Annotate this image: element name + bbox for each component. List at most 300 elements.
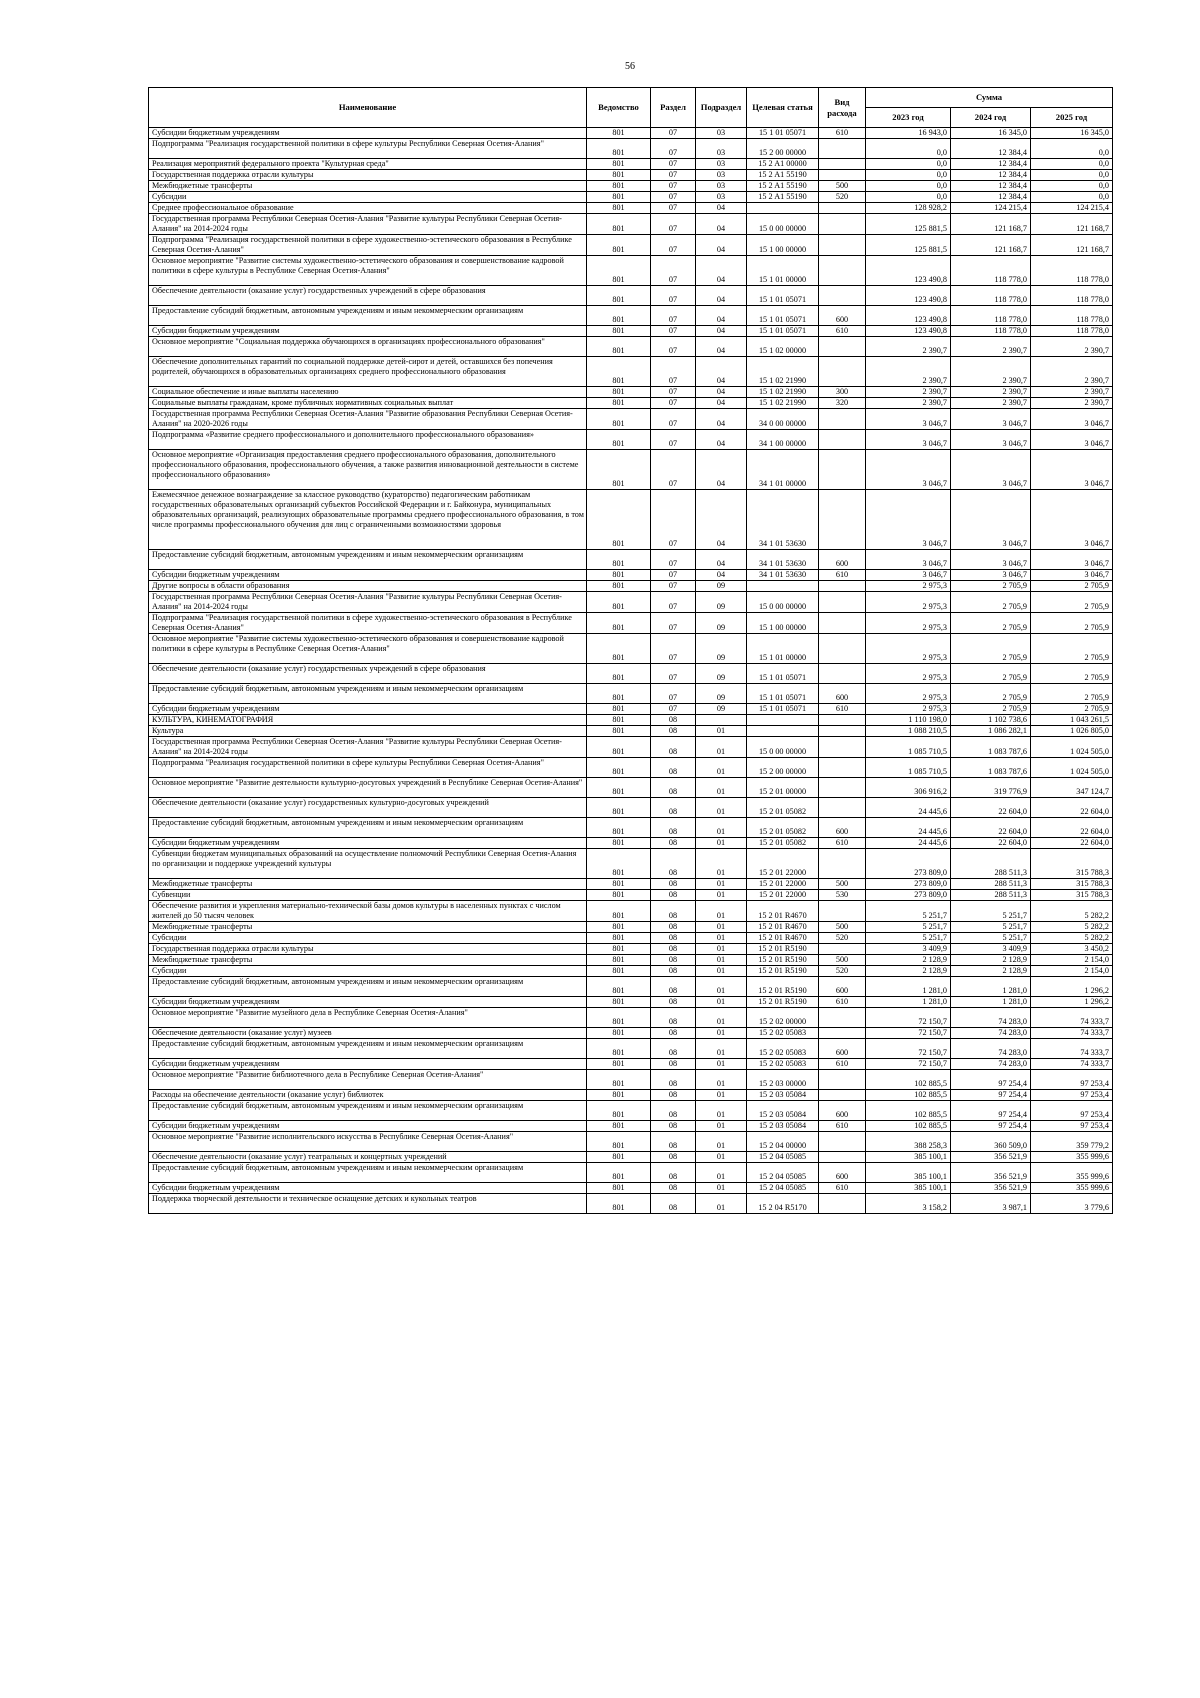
- row-exp-type: [819, 715, 866, 726]
- row-subsection: 09: [696, 704, 747, 715]
- row-exp-type: [819, 944, 866, 955]
- row-sum-2024: 3 409,9: [951, 944, 1031, 955]
- row-name: Государственная программа Республики Северная Осетия-Алания "Развитие культуры Республики Северная Осетия-Алания" на 2014-2024 годы: [149, 592, 587, 613]
- row-exp-type: 610: [819, 997, 866, 1008]
- row-exp-type: [819, 737, 866, 758]
- row-target: 15 2 01 22000: [747, 849, 819, 879]
- row-sum-2024: 360 509,0: [951, 1132, 1031, 1152]
- row-section: 07: [651, 409, 696, 430]
- row-dept: 801: [587, 1070, 651, 1090]
- row-dept: 801: [587, 977, 651, 997]
- row-name: Субсидии бюджетным учреждениям: [149, 704, 587, 715]
- row-subsection: 01: [696, 778, 747, 798]
- row-name: Государственная поддержка отрасли культуры: [149, 944, 587, 955]
- row-name: Предоставление субсидий бюджетным, автономным учреждениям и иным некоммерческим организациям: [149, 1163, 587, 1183]
- row-name: Государственная программа Республики Северная Осетия-Алания "Развитие образования Республики Северная Осетия-Алания" на 2020-2026 годы: [149, 409, 587, 430]
- row-subsection: 04: [696, 235, 747, 256]
- row-section: 08: [651, 879, 696, 890]
- table-row: [149, 450, 1113, 490]
- row-sum-2023: 2 128,9: [866, 966, 951, 977]
- row-sum-2025: 124 215,4: [1031, 203, 1113, 214]
- row-sum-2024: 1 083 787,6: [951, 737, 1031, 758]
- row-sum-2024: 3 046,7: [951, 409, 1031, 430]
- row-subsection: 03: [696, 170, 747, 181]
- row-dept: 801: [587, 1163, 651, 1183]
- row-subsection: 04: [696, 306, 747, 326]
- row-target: 15 1 02 21990: [747, 357, 819, 387]
- row-subsection: 04: [696, 398, 747, 409]
- row-exp-type: [819, 1008, 866, 1028]
- row-section: 07: [651, 192, 696, 203]
- row-sum-2025: 3 046,7: [1031, 450, 1113, 490]
- row-target: 15 1 01 05071: [747, 704, 819, 715]
- row-sum-2024: 22 604,0: [951, 798, 1031, 818]
- row-dept: 801: [587, 922, 651, 933]
- row-exp-type: [819, 1132, 866, 1152]
- row-exp-type: [819, 409, 866, 430]
- row-sum-2025: 1 026 805,0: [1031, 726, 1113, 737]
- row-target: 15 0 00 00000: [747, 592, 819, 613]
- row-exp-type: 600: [819, 306, 866, 326]
- row-sum-2023: 3 409,9: [866, 944, 951, 955]
- row-target: 15 2 A1 55190: [747, 192, 819, 203]
- row-name: Субсидии бюджетным учреждениям: [149, 1121, 587, 1132]
- row-exp-type: 300: [819, 387, 866, 398]
- row-target: 15 1 01 05071: [747, 664, 819, 684]
- row-exp-type: [819, 901, 866, 922]
- table-row: [149, 337, 1113, 357]
- row-dept: 801: [587, 387, 651, 398]
- row-exp-type: [819, 613, 866, 634]
- row-exp-type: 500: [819, 181, 866, 192]
- row-sum-2023: 3 046,7: [866, 550, 951, 570]
- row-target: 15 2 03 05084: [747, 1121, 819, 1132]
- row-target: 15 2 01 05082: [747, 818, 819, 838]
- table-row: [149, 1101, 1113, 1121]
- row-dept: 801: [587, 1121, 651, 1132]
- row-name: Субсидии: [149, 192, 587, 203]
- row-name: Государственная поддержка отрасли культуры: [149, 170, 587, 181]
- row-name: Обеспечение дополнительных гарантий по социальной поддержке детей-сирот и детей, оставшихся без попечения родителей, обучающихся в образовательных организациях среднего профессионального образования: [149, 357, 587, 387]
- row-section: 08: [651, 1183, 696, 1194]
- row-sum-2023: 2 390,7: [866, 387, 951, 398]
- row-sum-2025: 2 154,0: [1031, 966, 1113, 977]
- row-subsection: 09: [696, 684, 747, 704]
- row-target: 34 0 00 00000: [747, 409, 819, 430]
- table-row: [149, 944, 1113, 955]
- row-sum-2025: 5 282,2: [1031, 901, 1113, 922]
- row-sum-2025: 2 390,7: [1031, 387, 1113, 398]
- row-dept: 801: [587, 139, 651, 159]
- row-sum-2023: 2 975,3: [866, 684, 951, 704]
- row-sum-2025: 2 390,7: [1031, 398, 1113, 409]
- row-subsection: 01: [696, 879, 747, 890]
- row-dept: 801: [587, 778, 651, 798]
- row-target: 15 2 02 05083: [747, 1059, 819, 1070]
- row-section: 08: [651, 849, 696, 879]
- row-sum-2023: 1 281,0: [866, 997, 951, 1008]
- row-sum-2025: 97 253,4: [1031, 1070, 1113, 1090]
- row-dept: 801: [587, 1183, 651, 1194]
- row-exp-type: [819, 256, 866, 286]
- row-section: 07: [651, 235, 696, 256]
- table-row: [149, 977, 1113, 997]
- row-subsection: 01: [696, 758, 747, 778]
- row-sum-2024: 22 604,0: [951, 838, 1031, 849]
- row-dept: 801: [587, 1028, 651, 1039]
- row-sum-2024: 2 128,9: [951, 955, 1031, 966]
- table-row: [149, 1008, 1113, 1028]
- row-section: 07: [651, 337, 696, 357]
- row-section: 07: [651, 306, 696, 326]
- row-subsection: 04: [696, 203, 747, 214]
- row-target: 15 0 00 00000: [747, 737, 819, 758]
- row-target: 15 2 01 R4670: [747, 933, 819, 944]
- table-row: [149, 1028, 1113, 1039]
- row-subsection: 04: [696, 550, 747, 570]
- row-dept: 801: [587, 758, 651, 778]
- row-sum-2023: 5 251,7: [866, 922, 951, 933]
- row-sum-2025: 2 705,9: [1031, 704, 1113, 715]
- header-dept: Ведомство: [587, 88, 651, 128]
- row-section: 08: [651, 977, 696, 997]
- page-number: 56: [625, 61, 635, 72]
- row-sum-2025: 347 124,7: [1031, 778, 1113, 798]
- row-name: Подпрограмма "Реализация государственной политики в сфере культуры Республики Северная Осетия-Алания": [149, 139, 587, 159]
- row-sum-2024: 2 705,9: [951, 664, 1031, 684]
- row-subsection: 01: [696, 1059, 747, 1070]
- table-row: [149, 581, 1113, 592]
- row-target: 15 2 01 R5190: [747, 977, 819, 997]
- table-row: [149, 1039, 1113, 1059]
- row-exp-type: 600: [819, 1101, 866, 1121]
- row-sum-2023: 123 490,8: [866, 306, 951, 326]
- row-name: Субсидии бюджетным учреждениям: [149, 1183, 587, 1194]
- row-dept: 801: [587, 634, 651, 664]
- row-sum-2024: 2 705,9: [951, 704, 1031, 715]
- row-dept: 801: [587, 664, 651, 684]
- table-row: [149, 159, 1113, 170]
- row-sum-2025: 121 168,7: [1031, 214, 1113, 235]
- row-sum-2023: 24 445,6: [866, 838, 951, 849]
- row-section: 08: [651, 955, 696, 966]
- row-name: Основное мероприятие "Развитие исполнительского искусства в Республике Северная Осетия-Алания": [149, 1132, 587, 1152]
- row-dept: 801: [587, 357, 651, 387]
- row-sum-2025: 5 282,2: [1031, 922, 1113, 933]
- row-sum-2023: 125 881,5: [866, 235, 951, 256]
- table-row: [149, 550, 1113, 570]
- row-exp-type: 600: [819, 818, 866, 838]
- row-target: 15 1 01 00000: [747, 634, 819, 664]
- row-sum-2023: 1 088 210,5: [866, 726, 951, 737]
- row-exp-type: [819, 214, 866, 235]
- row-sum-2023: 5 251,7: [866, 933, 951, 944]
- row-dept: 801: [587, 1194, 651, 1214]
- row-name: Культура: [149, 726, 587, 737]
- row-sum-2025: 3 779,6: [1031, 1194, 1113, 1214]
- row-name: Предоставление субсидий бюджетным, автономным учреждениям и иным некоммерческим организациям: [149, 818, 587, 838]
- row-name: Межбюджетные трансферты: [149, 922, 587, 933]
- row-subsection: 03: [696, 128, 747, 139]
- row-sum-2025: 3 046,7: [1031, 490, 1113, 550]
- row-section: 08: [651, 966, 696, 977]
- row-sum-2023: 3 046,7: [866, 570, 951, 581]
- row-target: 15 2 04 05085: [747, 1163, 819, 1183]
- row-sum-2023: 273 809,0: [866, 879, 951, 890]
- row-sum-2025: 1 024 505,0: [1031, 737, 1113, 758]
- row-dept: 801: [587, 159, 651, 170]
- row-section: 08: [651, 1101, 696, 1121]
- budget-table: [148, 87, 1113, 1214]
- row-subsection: 01: [696, 901, 747, 922]
- row-sum-2025: 3 046,7: [1031, 550, 1113, 570]
- table-row: [149, 1152, 1113, 1163]
- table-row: [149, 170, 1113, 181]
- row-target: 34 1 01 53630: [747, 550, 819, 570]
- row-subsection: 01: [696, 737, 747, 758]
- row-sum-2024: 118 778,0: [951, 326, 1031, 337]
- row-name: Субсидии: [149, 933, 587, 944]
- table-row: [149, 933, 1113, 944]
- row-target: 15 2 01 R5190: [747, 966, 819, 977]
- row-section: 07: [651, 203, 696, 214]
- row-subsection: 03: [696, 181, 747, 192]
- header-year-2023: 2023 год: [866, 108, 951, 128]
- row-target: 15 2 04 R5170: [747, 1194, 819, 1214]
- row-subsection: 01: [696, 849, 747, 879]
- row-target: [747, 726, 819, 737]
- row-section: 07: [651, 613, 696, 634]
- row-sum-2023: 0,0: [866, 170, 951, 181]
- table-row: [149, 737, 1113, 758]
- row-sum-2023: 16 943,0: [866, 128, 951, 139]
- table-row: [149, 235, 1113, 256]
- row-sum-2024: 2 390,7: [951, 357, 1031, 387]
- row-sum-2023: 72 150,7: [866, 1008, 951, 1028]
- row-exp-type: [819, 1070, 866, 1090]
- row-dept: 801: [587, 890, 651, 901]
- row-dept: 801: [587, 966, 651, 977]
- row-sum-2025: 97 253,4: [1031, 1090, 1113, 1101]
- header-name: Наименование: [149, 88, 587, 128]
- row-subsection: 01: [696, 890, 747, 901]
- row-dept: 801: [587, 430, 651, 450]
- row-section: 08: [651, 1070, 696, 1090]
- row-subsection: 03: [696, 192, 747, 203]
- table-row: [149, 1183, 1113, 1194]
- row-name: Государственная программа Республики Северная Осетия-Алания "Развитие культуры Республики Северная Осетия-Алания" на 2014-2024 годы: [149, 214, 587, 235]
- row-dept: 801: [587, 170, 651, 181]
- row-sum-2023: 273 809,0: [866, 849, 951, 879]
- row-name: Межбюджетные трансферты: [149, 879, 587, 890]
- row-sum-2025: 315 788,3: [1031, 849, 1113, 879]
- row-name: Социальное обеспечение и иные выплаты населению: [149, 387, 587, 398]
- table-row: [149, 128, 1113, 139]
- row-dept: 801: [587, 550, 651, 570]
- row-sum-2025: 0,0: [1031, 192, 1113, 203]
- row-sum-2024: 1 083 787,6: [951, 758, 1031, 778]
- row-target: 15 1 01 05071: [747, 306, 819, 326]
- table-row: [149, 1070, 1113, 1090]
- row-exp-type: [819, 337, 866, 357]
- row-target: 15 1 01 05071: [747, 286, 819, 306]
- row-sum-2025: 0,0: [1031, 139, 1113, 159]
- row-subsection: 01: [696, 1070, 747, 1090]
- row-sum-2023: 0,0: [866, 159, 951, 170]
- row-target: 15 1 01 00000: [747, 256, 819, 286]
- table-row: [149, 758, 1113, 778]
- row-sum-2024: 319 776,9: [951, 778, 1031, 798]
- table-row: [149, 818, 1113, 838]
- row-dept: 801: [587, 337, 651, 357]
- row-target: 15 2 A1 55190: [747, 170, 819, 181]
- row-target: 34 1 00 00000: [747, 430, 819, 450]
- row-target: 34 1 01 00000: [747, 450, 819, 490]
- row-target: 15 2 03 05084: [747, 1101, 819, 1121]
- row-sum-2023: 24 445,6: [866, 798, 951, 818]
- row-dept: 801: [587, 901, 651, 922]
- table-body: [149, 128, 1113, 1214]
- row-sum-2025: 74 333,7: [1031, 1059, 1113, 1070]
- row-name: Обеспечение деятельности (оказание услуг) музеев: [149, 1028, 587, 1039]
- row-dept: 801: [587, 1101, 651, 1121]
- row-subsection: 09: [696, 664, 747, 684]
- row-sum-2024: 1 086 282,1: [951, 726, 1031, 737]
- table-row: [149, 1194, 1113, 1214]
- row-sum-2024: 3 046,7: [951, 430, 1031, 450]
- row-subsection: 04: [696, 256, 747, 286]
- row-sum-2024: 288 511,3: [951, 890, 1031, 901]
- row-sum-2025: 0,0: [1031, 170, 1113, 181]
- row-sum-2024: 356 521,9: [951, 1163, 1031, 1183]
- row-target: [747, 581, 819, 592]
- row-sum-2024: 16 345,0: [951, 128, 1031, 139]
- table-row: [149, 490, 1113, 550]
- row-name: Основное мероприятие "Развитие системы художественно-эстетического образования и совершенствование кадровой политики в сфере культуры в Республике Северная Осетия-Алания": [149, 256, 587, 286]
- row-section: 08: [651, 818, 696, 838]
- row-exp-type: [819, 430, 866, 450]
- row-name: Основное мероприятие "Развитие системы художественно-эстетического образования и совершенствование кадровой политики в сфере культуры в Республике Северная Осетия-Алания": [149, 634, 587, 664]
- row-dept: 801: [587, 997, 651, 1008]
- table-row: [149, 1163, 1113, 1183]
- row-dept: 801: [587, 1059, 651, 1070]
- table-row: [149, 592, 1113, 613]
- row-sum-2025: 22 604,0: [1031, 818, 1113, 838]
- row-section: 08: [651, 922, 696, 933]
- row-subsection: 01: [696, 726, 747, 737]
- row-target: 15 2 04 00000: [747, 1132, 819, 1152]
- row-subsection: 04: [696, 337, 747, 357]
- row-name: Обеспечение деятельности (оказание услуг) театральных и концертных учреждений: [149, 1152, 587, 1163]
- row-sum-2025: 1 296,2: [1031, 997, 1113, 1008]
- row-sum-2024: 97 254,4: [951, 1070, 1031, 1090]
- row-subsection: 04: [696, 387, 747, 398]
- row-sum-2025: 97 253,4: [1031, 1101, 1113, 1121]
- row-sum-2024: 2 390,7: [951, 337, 1031, 357]
- table-header: [149, 88, 1113, 128]
- row-name: Ежемесячное денежное вознаграждение за классное руководство (кураторство) педагогическим работникам государственных образовательных организаций субъектов Российской Федерации и г. Байконура, муниципальных образовательных организаций, реализующих образовательные программы среднего профессионального образования, в том числе программы профессионального обучения для лиц с ограниченными возможностями здоровья: [149, 490, 587, 550]
- table-row: [149, 613, 1113, 634]
- row-sum-2024: 356 521,9: [951, 1152, 1031, 1163]
- row-dept: 801: [587, 1090, 651, 1101]
- row-name: Расходы на обеспечение деятельности (оказание услуг) библиотек: [149, 1090, 587, 1101]
- row-sum-2023: 0,0: [866, 181, 951, 192]
- row-section: 08: [651, 737, 696, 758]
- row-exp-type: 610: [819, 1121, 866, 1132]
- row-sum-2023: 2 975,3: [866, 664, 951, 684]
- row-dept: 801: [587, 203, 651, 214]
- row-section: 08: [651, 1194, 696, 1214]
- row-name: Реализация мероприятий федерального проекта "Культурная среда": [149, 159, 587, 170]
- row-exp-type: [819, 1090, 866, 1101]
- row-target: 15 2 02 05083: [747, 1028, 819, 1039]
- row-section: 08: [651, 1090, 696, 1101]
- row-section: 07: [651, 581, 696, 592]
- row-name: Предоставление субсидий бюджетным, автономным учреждениям и иным некоммерческим организациям: [149, 306, 587, 326]
- row-dept: 801: [587, 726, 651, 737]
- row-target: 15 2 01 R5190: [747, 955, 819, 966]
- row-sum-2025: 3 046,7: [1031, 430, 1113, 450]
- row-exp-type: 520: [819, 192, 866, 203]
- row-dept: 801: [587, 849, 651, 879]
- row-exp-type: 600: [819, 1163, 866, 1183]
- row-name: Межбюджетные трансферты: [149, 181, 587, 192]
- row-name: Субсидии бюджетным учреждениям: [149, 838, 587, 849]
- row-sum-2025: 74 333,7: [1031, 1028, 1113, 1039]
- row-subsection: 04: [696, 450, 747, 490]
- row-dept: 801: [587, 256, 651, 286]
- row-name: Обеспечение деятельности (оказание услуг) государственных культурно-досуговых учреждений: [149, 798, 587, 818]
- row-sum-2023: 0,0: [866, 139, 951, 159]
- row-target: 15 2 01 R4670: [747, 901, 819, 922]
- table-row: [149, 997, 1113, 1008]
- row-sum-2024: 2 390,7: [951, 398, 1031, 409]
- row-section: 07: [651, 684, 696, 704]
- row-sum-2023: 3 046,7: [866, 450, 951, 490]
- row-subsection: 04: [696, 430, 747, 450]
- table-row: [149, 664, 1113, 684]
- row-sum-2025: 118 778,0: [1031, 306, 1113, 326]
- row-sum-2023: 123 490,8: [866, 256, 951, 286]
- row-sum-2025: 3 046,7: [1031, 570, 1113, 581]
- header-subsection: Подраздел: [696, 88, 747, 128]
- row-sum-2025: 2 705,9: [1031, 592, 1113, 613]
- table-row: [149, 570, 1113, 581]
- row-subsection: 03: [696, 139, 747, 159]
- row-sum-2023: 3 046,7: [866, 430, 951, 450]
- row-sum-2025: 118 778,0: [1031, 326, 1113, 337]
- row-dept: 801: [587, 214, 651, 235]
- row-name: Обеспечение деятельности (оказание услуг) государственных учреждений в сфере образования: [149, 664, 587, 684]
- row-dept: 801: [587, 398, 651, 409]
- row-sum-2025: 97 253,4: [1031, 1121, 1113, 1132]
- table-row: [149, 306, 1113, 326]
- header-section: Раздел: [651, 88, 696, 128]
- row-section: 07: [651, 286, 696, 306]
- row-subsection: 01: [696, 1090, 747, 1101]
- row-dept: 801: [587, 306, 651, 326]
- row-dept: 801: [587, 1132, 651, 1152]
- row-sum-2024: 2 390,7: [951, 387, 1031, 398]
- row-section: 07: [651, 170, 696, 181]
- row-sum-2023: 385 100,1: [866, 1183, 951, 1194]
- row-name: Основное мероприятие "Развитие библиотечного дела в Республике Северная Осетия-Алания": [149, 1070, 587, 1090]
- row-sum-2023: 72 150,7: [866, 1039, 951, 1059]
- row-section: 08: [651, 838, 696, 849]
- row-subsection: 01: [696, 1152, 747, 1163]
- row-sum-2023: 2 975,3: [866, 592, 951, 613]
- row-subsection: 01: [696, 997, 747, 1008]
